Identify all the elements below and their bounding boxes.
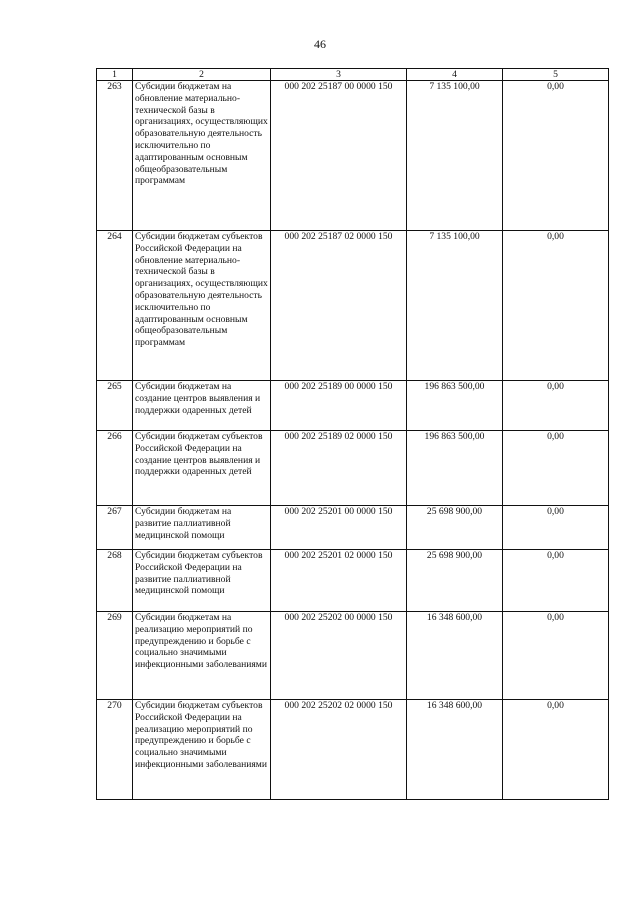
row-executed: 0,00 xyxy=(503,381,609,431)
row-name: Субсидии бюджетам на реализацию мероприятий по предупреждению и борьбе с социально значимыми инфекционными заболеваниями xyxy=(133,612,271,700)
row-name: Субсидии бюджетам на развитие паллиативной медицинской помощи xyxy=(133,506,271,550)
row-name: Субсидии бюджетам субъектов Российской Федерации на создание центров выявления и поддержки одаренных детей xyxy=(133,431,271,506)
row-name: Субсидии бюджетам субъектов Российской Федерации на обновление материально-технической базы в организациях, осуществляющих образовательную деятельность исключительно по адаптированным основным общеобразовательным программам xyxy=(133,231,271,381)
column-header-3: 3 xyxy=(271,69,407,81)
row-code: 000 202 25202 00 0000 150 xyxy=(271,612,407,700)
row-number: 267 xyxy=(97,506,133,550)
row-executed: 0,00 xyxy=(503,81,609,231)
table-row xyxy=(97,81,609,231)
table-row xyxy=(97,550,609,612)
row-number: 270 xyxy=(97,700,133,800)
row-code: 000 202 25189 02 0000 150 xyxy=(271,431,407,506)
row-executed: 0,00 xyxy=(503,700,609,800)
table-row xyxy=(97,231,609,381)
row-number: 266 xyxy=(97,431,133,506)
row-amount: 16 348 600,00 xyxy=(407,700,503,800)
table-header-row xyxy=(97,69,609,81)
row-amount: 16 348 600,00 xyxy=(407,612,503,700)
row-name: Субсидии бюджетам на обновление материально-технической базы в организациях, осуществляющих образовательную деятельность исключительно по адаптированным основным общеобразовательным программам xyxy=(133,81,271,231)
page-number: 46 xyxy=(314,37,326,51)
row-executed: 0,00 xyxy=(503,431,609,506)
table-row xyxy=(97,700,609,800)
column-header-5: 5 xyxy=(503,69,609,81)
row-amount: 25 698 900,00 xyxy=(407,550,503,612)
row-code: 000 202 25202 02 0000 150 xyxy=(271,700,407,800)
row-executed: 0,00 xyxy=(503,550,609,612)
row-name: Субсидии бюджетам субъектов Российской Федерации на реализацию мероприятий по предупреждению и борьбе с социально значимыми инфекционными заболеваниями xyxy=(133,700,271,800)
row-executed: 0,00 xyxy=(503,506,609,550)
row-number: 269 xyxy=(97,612,133,700)
row-code: 000 202 25187 00 0000 150 xyxy=(271,81,407,231)
table-row xyxy=(97,612,609,700)
column-header-2: 2 xyxy=(133,69,271,81)
row-name: Субсидии бюджетам на создание центров выявления и поддержки одаренных детей xyxy=(133,381,271,431)
column-header-4: 4 xyxy=(407,69,503,81)
row-amount: 196 863 500,00 xyxy=(407,381,503,431)
row-number: 265 xyxy=(97,381,133,431)
row-executed: 0,00 xyxy=(503,612,609,700)
row-name: Субсидии бюджетам субъектов Российской Федерации на развитие паллиативной медицинской помощи xyxy=(133,550,271,612)
row-amount: 196 863 500,00 xyxy=(407,431,503,506)
table-row xyxy=(97,506,609,550)
row-code: 000 202 25201 00 0000 150 xyxy=(271,506,407,550)
budget-table xyxy=(96,68,609,800)
row-code: 000 202 25187 02 0000 150 xyxy=(271,231,407,381)
row-executed: 0,00 xyxy=(503,231,609,381)
row-amount: 25 698 900,00 xyxy=(407,506,503,550)
row-number: 263 xyxy=(97,81,133,231)
row-code: 000 202 25189 00 0000 150 xyxy=(271,381,407,431)
row-amount: 7 135 100,00 xyxy=(407,231,503,381)
row-number: 268 xyxy=(97,550,133,612)
row-code: 000 202 25201 02 0000 150 xyxy=(271,550,407,612)
row-amount: 7 135 100,00 xyxy=(407,81,503,231)
column-header-1: 1 xyxy=(97,69,133,81)
table-row xyxy=(97,431,609,506)
row-number: 264 xyxy=(97,231,133,381)
table-row xyxy=(97,381,609,431)
